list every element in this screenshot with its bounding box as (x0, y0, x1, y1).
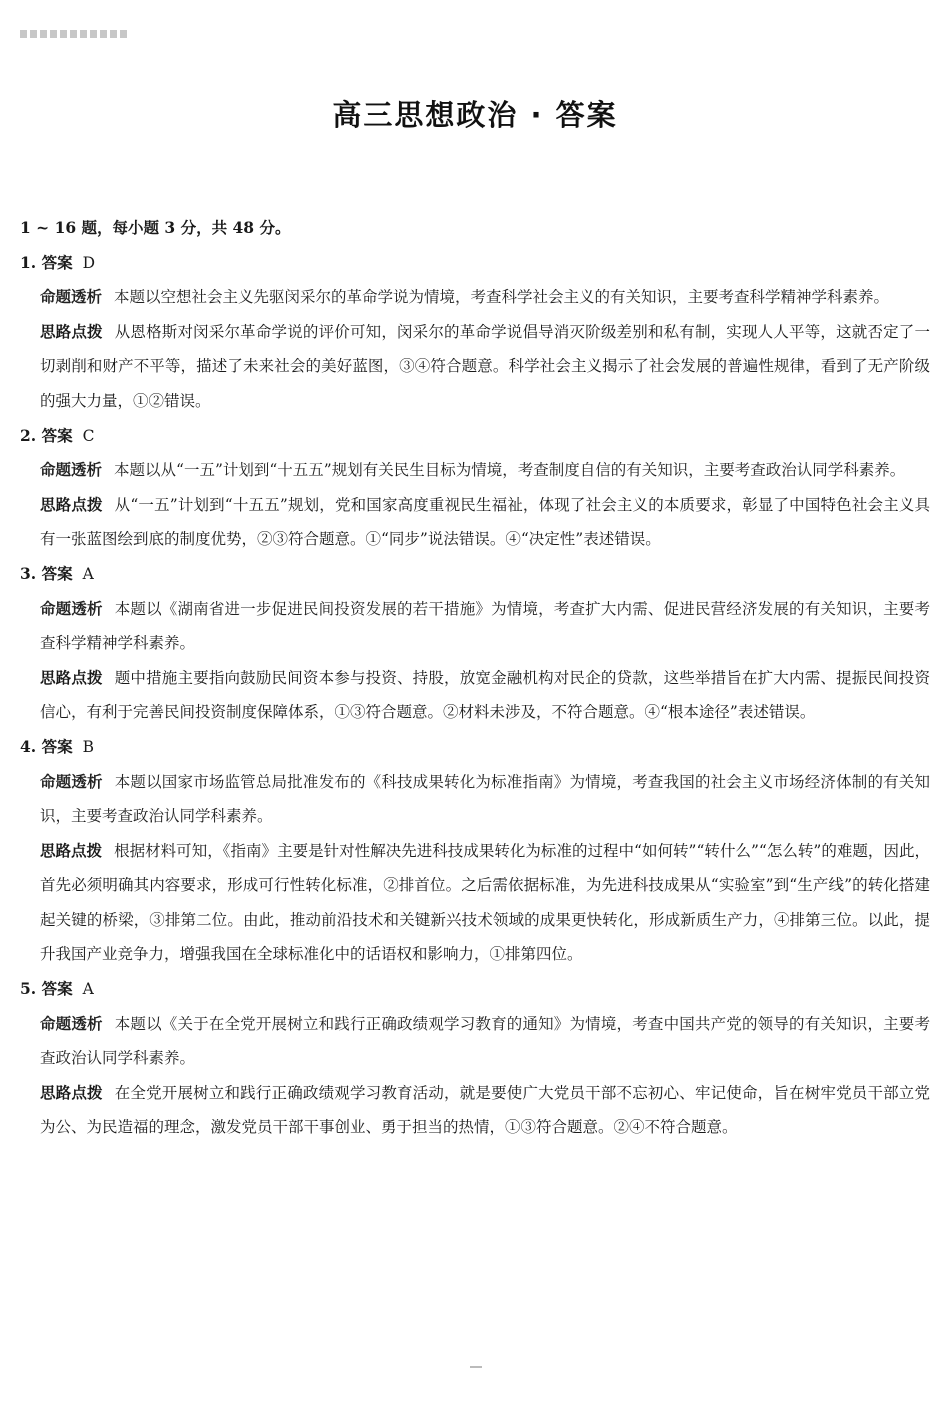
question-number: 1. 答案 (20, 252, 73, 272)
thinking-label: 思路点拨 (40, 841, 103, 860)
analysis-paragraph-4 (40, 765, 930, 834)
thinking-paragraph-5 (40, 1076, 930, 1145)
thinking-label: 思路点拨 (40, 495, 103, 514)
page-footer-mark (470, 1366, 482, 1368)
answer-letter: D (82, 253, 96, 272)
question-number: 2. 答案 (20, 425, 73, 445)
thinking-text: 根据材料可知，《指南》主要是针对性解决先进科技成果转化为标准的过程中“如何转”“转什么”“怎么转”的难题，因此，首先必须明确其内容要求，形成可行性转化标准，②排首位。之后需依据标准，为先进科技成果从“实验室”到“生产线”的转化搭建起关键的桥梁，③排第二位。由此，推动前沿技术和关键新兴技术领域的成果更快转化，形成新质生产力，④排第三位。以此，提升我国产业竞争力，增强我国在全球标准化中的话语权和影响力，①排第四位。 (40, 841, 930, 964)
page-title: 高三思想政治 · 答案 (332, 98, 618, 132)
answer-letter: B (82, 737, 94, 756)
answer-line-3 (20, 557, 930, 592)
analysis-text: 本题以国家市场监管总局批准发布的《科技成果转化为标准指南》为情境，考查我国的社会主义市场经济体制的有关知识，主要考查政治认同学科素养。 (40, 772, 930, 826)
corner-code-mark (20, 30, 130, 38)
analysis-paragraph-3 (40, 592, 930, 661)
analysis-paragraph-1 (40, 280, 930, 315)
section-intro: 1 ~ 16 题，每小题 3 分，共 48 分。 (20, 218, 291, 237)
analysis-text: 本题以空想社会主义先驱闵采尔的革命学说为情境，考查科学社会主义的有关知识，主要考查科学精神学科素养。 (114, 288, 890, 307)
analysis-label: 命题透析 (40, 772, 103, 791)
answer-line-4 (20, 730, 930, 765)
analysis-label: 命题透析 (40, 599, 103, 618)
analysis-label: 命题透析 (40, 288, 103, 307)
answer-line-2 (20, 419, 930, 454)
thinking-paragraph-2 (40, 488, 930, 557)
answer-line-5 (20, 972, 930, 1007)
analysis-text: 本题以《湖南省进一步促进民间投资发展的若干措施》为情境，考查扩大内需、促进民营经济发展的有关知识，主要考查科学精神学科素养。 (40, 599, 930, 653)
analysis-paragraph-2 (40, 453, 930, 488)
analysis-text: 本题以《关于在全党开展树立和践行正确政绩观学习教育的通知》为情境，考查中国共产党的领导的有关知识，主要考查政治认同学科素养。 (40, 1014, 930, 1068)
answer-line-1 (20, 246, 930, 281)
thinking-text: 在全党开展树立和践行正确政绩观学习教育活动，就是要使广大党员干部不忘初心、牢记使命，旨在树牢党员干部立党为公、为民造福的理念，激发党员干部干事创业、勇于担当的热情，①③符合题意。②④不符合题意。 (40, 1083, 930, 1137)
analysis-paragraph-5 (40, 1007, 930, 1076)
thinking-label: 思路点拨 (40, 322, 103, 341)
analysis-label: 命题透析 (40, 461, 103, 480)
thinking-paragraph-1 (40, 315, 930, 419)
thinking-label: 思路点拨 (40, 668, 103, 687)
thinking-text: 从“一五”计划到“十五五”规划，党和国家高度重视民生福祉，体现了社会主义的本质要求，彰显了中国特色社会主义具有一张蓝图绘到底的制度优势，②③符合题意。①“同步”说法错误。④“决定性”表述错误。 (40, 495, 930, 549)
thinking-text: 题中措施主要指向鼓励民间资本参与投资、持股，放宽金融机构对民企的贷款，这些举措旨在扩大内需、提振民间投资信心，有利于完善民间投资制度保障体系，①③符合题意。②材料未涉及，不符合题意。④“根本途径”表述错误。 (40, 668, 930, 722)
answer-letter: A (82, 980, 94, 999)
answer-content (20, 211, 930, 1145)
question-number: 3. 答案 (20, 563, 73, 583)
thinking-paragraph-4 (40, 834, 930, 972)
thinking-paragraph-3 (40, 661, 930, 730)
analysis-label: 命题透析 (40, 1014, 103, 1033)
answer-letter: C (82, 426, 95, 445)
question-number: 4. 答案 (20, 736, 73, 756)
analysis-text: 本题以从“一五”计划到“十五五”规划有关民生目标为情境，考查制度自信的有关知识，主要考查政治认同学科素养。 (114, 461, 906, 480)
thinking-text: 从恩格斯对闵采尔革命学说的评价可知，闵采尔的革命学说倡导消灭阶级差别和私有制，实现人人平等，这就否定了一切剥削和财产不平等，描述了未来社会的美好蓝图，③④符合题意。科学社会主义揭示了社会发展的普遍性规律，看到了无产阶级的强大力量，①②错误。 (40, 322, 930, 410)
answer-letter: A (82, 564, 94, 583)
question-number: 5. 答案 (20, 979, 73, 999)
thinking-label: 思路点拨 (40, 1083, 103, 1102)
